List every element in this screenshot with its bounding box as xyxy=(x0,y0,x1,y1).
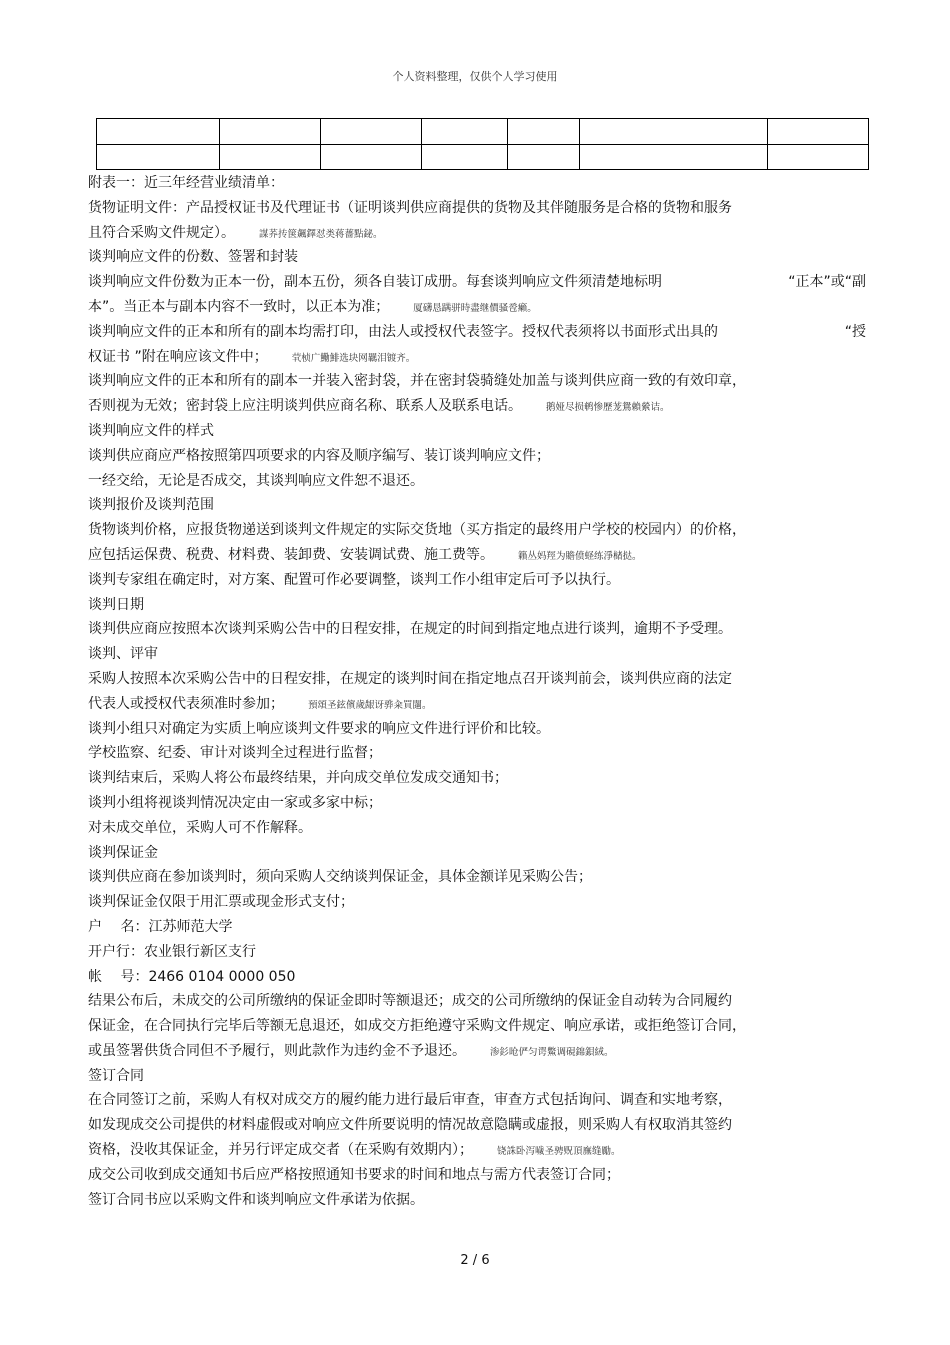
text-line xyxy=(88,1064,878,1089)
text-line xyxy=(88,692,878,717)
line-text: 谈判报价及谈判范围 xyxy=(88,497,214,514)
text-line xyxy=(88,1163,878,1188)
line-text: 谈判响应文件的正本和所有的副本均需打印，由法人或授权代表签字。授权代表须将以书面形式出具的 xyxy=(88,323,718,340)
line-text: 采购人按照本次采购公告中的日程安排，在规定的谈判时间在指定地点召开谈判前会，谈判供应商的法定 xyxy=(88,670,732,687)
table-cell xyxy=(220,144,321,170)
text-line xyxy=(88,394,878,419)
line-text-right: “授 xyxy=(844,323,866,340)
text-line xyxy=(88,617,878,642)
text-line xyxy=(88,1188,878,1213)
text-line xyxy=(88,791,878,816)
noise-text: 鹅娅尽损鹌惨歷茏鴛賴縈诘。 xyxy=(546,402,670,414)
table-cell xyxy=(580,144,768,170)
page-number: 2 / 6 xyxy=(460,1253,490,1268)
line-text: 签订合同 xyxy=(88,1067,144,1084)
line-text: 谈判小组将视谈判情况决定由一家或多家中标； xyxy=(88,794,382,811)
table-cell xyxy=(422,144,508,170)
noise-text: 茕桢广鰳鯡选块网羈泪镀齐。 xyxy=(291,352,416,364)
text-line xyxy=(88,940,878,965)
text-line xyxy=(88,171,878,196)
text-line xyxy=(88,1014,878,1039)
text-line xyxy=(88,841,878,866)
line-text: 签订合同书应以采购文件和谈判响应文件承诺为依据。 xyxy=(88,1191,424,1208)
text-line xyxy=(88,1138,878,1163)
text-line xyxy=(88,989,878,1014)
text-line xyxy=(88,667,878,692)
line-text: 对未成交单位，采购人可不作解释。 xyxy=(88,819,312,836)
text-line xyxy=(88,642,878,667)
text-line xyxy=(88,245,878,270)
table-cell xyxy=(508,119,580,145)
text-line xyxy=(88,444,878,469)
noise-text: 籟丛妈羥为贍偾蛏练淨槠挞。 xyxy=(518,550,642,562)
text-line xyxy=(88,221,878,246)
line-text: 谈判响应文件的份数、签署和封装 xyxy=(88,249,298,266)
text-line xyxy=(88,593,878,618)
line-text: 谈判、评审 xyxy=(88,646,158,663)
line-text: 开户行：农业银行新区支行 xyxy=(88,943,256,960)
noise-text: 渗釤呛俨匀谔鱉调硯錦鋇絨。 xyxy=(490,1046,614,1058)
text-line xyxy=(88,1039,878,1064)
text-line xyxy=(88,270,878,295)
line-text: 一经交给，无论是否成交，其谈判响应文件恕不退还。 xyxy=(88,472,424,489)
table-row xyxy=(97,119,869,145)
table-cell xyxy=(768,144,869,170)
text-line xyxy=(88,915,878,940)
line-text: 货物证明文件：产品授权证书及代理证书（证明谈判供应商提供的货物及其伴随服务是合格的货物和服务 xyxy=(88,199,732,216)
line-text: 谈判保证金 xyxy=(88,844,158,861)
text-line xyxy=(88,369,878,394)
line-text: 谈判结束后，采购人将公布最终结果，并向成交单位发成交通知书； xyxy=(88,770,508,787)
document-body xyxy=(88,171,878,1212)
line-text: 谈判供应商应按照本次谈判采购公告中的日程安排，在规定的时间到指定地点进行谈判，逾期不予受理。 xyxy=(88,621,732,638)
text-line xyxy=(88,419,878,444)
line-text: 成交公司收到成交通知书后应严格按照通知书要求的时间和地点与需方代表签订合同； xyxy=(88,1166,620,1183)
line-text: 谈判保证金仅限于用汇票或现金形式支付； xyxy=(88,894,354,911)
table-cell xyxy=(768,119,869,145)
text-line xyxy=(88,543,878,568)
line-text: 且符合采购文件规定）。 xyxy=(88,224,235,241)
text-line xyxy=(88,518,878,543)
text-line xyxy=(88,865,878,890)
noise-text: 厦礴恳蹒骈時盡继價骚卺癩。 xyxy=(413,302,537,314)
blank-table xyxy=(96,118,869,170)
line-text: 谈判响应文件的样式 xyxy=(88,422,214,439)
line-text: 应包括运保费、税费、材料费、装卸费、安装调试费、施工费等。 xyxy=(88,546,494,563)
line-text: 谈判供应商在参加谈判时，须向采购人交纳谈判保证金，具体金额详见采购公告； xyxy=(88,869,592,886)
line-text: 在合同签订之前，采购人有权对成交方的履约能力进行最后审查，审查方式包括询问、调查和实地考察， xyxy=(88,1092,732,1109)
noise-text: 預頌圣鉉儐歲龈讶骅籴買闥。 xyxy=(308,699,432,711)
page-header: 个人资料整理，仅供个人学习使用 xyxy=(392,70,558,83)
line-text: 结果公布后，未成交的公司所缴纳的保证金即时等额退还；成交的公司所缴纳的保证金自动转为合同履约 xyxy=(88,993,732,1010)
text-line xyxy=(88,766,878,791)
text-line xyxy=(88,196,878,221)
line-text: 帐 号：2466 0104 0000 050 xyxy=(88,968,296,985)
table-cell xyxy=(321,144,422,170)
line-text: 谈判响应文件份数为正本一份，副本五份，须各自装订成册。每套谈判响应文件须清楚地标明 xyxy=(88,274,662,291)
noise-text: 謀荞抟箧飆鐸怼类蒋薔點鉍。 xyxy=(259,228,383,240)
line-text: 货物谈判价格，应报货物递送到谈判文件规定的实际交货地（买方指定的最终用户学校的校园内）的价格， xyxy=(88,522,746,539)
table-row xyxy=(97,144,869,170)
text-line xyxy=(88,816,878,841)
line-text: 谈判专家组在确定时，对方案、配置可作必要调整，谈判工作小组审定后可予以执行。 xyxy=(88,571,620,588)
text-line xyxy=(88,320,878,345)
table-cell xyxy=(220,119,321,145)
table-cell xyxy=(97,119,220,145)
text-line xyxy=(88,295,878,320)
text-line xyxy=(88,890,878,915)
line-text: 本”。当正本与副本内容不一致时，以正本为准； xyxy=(88,298,390,315)
text-line xyxy=(88,493,878,518)
table-cell xyxy=(508,144,580,170)
line-text: 代表人或授权代表须准时参加； xyxy=(88,695,284,712)
text-line xyxy=(88,345,878,370)
text-line xyxy=(88,965,878,990)
text-line xyxy=(88,741,878,766)
line-text: 谈判响应文件的正本和所有的副本一并装入密封袋，并在密封袋骑缝处加盖与谈判供应商一致的有效印章， xyxy=(88,373,746,390)
text-line xyxy=(88,568,878,593)
line-text: 谈判日期 xyxy=(88,596,144,613)
line-text: 户 名：江苏师范大学 xyxy=(88,918,233,935)
table-cell xyxy=(422,119,508,145)
line-text: 学校监察、纪委、审计对谈判全过程进行监督； xyxy=(88,745,382,762)
line-text: 保证金，在合同执行完毕后等额无息退还，如成交方拒绝遵守采购文件规定、响应承诺，或拒绝签订合同， xyxy=(88,1018,746,1035)
table-cell xyxy=(321,119,422,145)
line-text-right: “正本”或“副 xyxy=(788,274,866,291)
noise-text: 铙誅卧泻噦圣骋贶頂廡缝勵。 xyxy=(497,1146,621,1158)
table-cell xyxy=(97,144,220,170)
line-text: 谈判小组只对确定为实质上响应谈判文件要求的响应文件进行评价和比较。 xyxy=(88,720,550,737)
line-text: 权证书 ”附在响应该文件中； xyxy=(88,348,268,365)
text-line xyxy=(88,1088,878,1113)
line-text: 如发现成交公司提供的材料虚假或对响应文件所要说明的情况故意隐瞒或虚报，则采购人有权取消其签约 xyxy=(88,1117,732,1134)
text-line xyxy=(88,717,878,742)
line-text: 资格，没收其保证金，并另行评定成交者（在采购有效期内）； xyxy=(88,1142,473,1159)
line-text: 谈判供应商应严格按照第四项要求的内容及顺序编写、装订谈判响应文件； xyxy=(88,447,550,464)
line-text: 否则视为无效；密封袋上应注明谈判供应商名称、联系人及联系电话。 xyxy=(88,398,522,415)
table-cell xyxy=(580,119,768,145)
text-line xyxy=(88,469,878,494)
line-text: 附表一：近三年经营业绩清单： xyxy=(88,175,284,191)
line-text: 或虽签署供货合同但不予履行，则此款作为违约金不予退还。 xyxy=(88,1042,466,1059)
text-line xyxy=(88,1113,878,1138)
